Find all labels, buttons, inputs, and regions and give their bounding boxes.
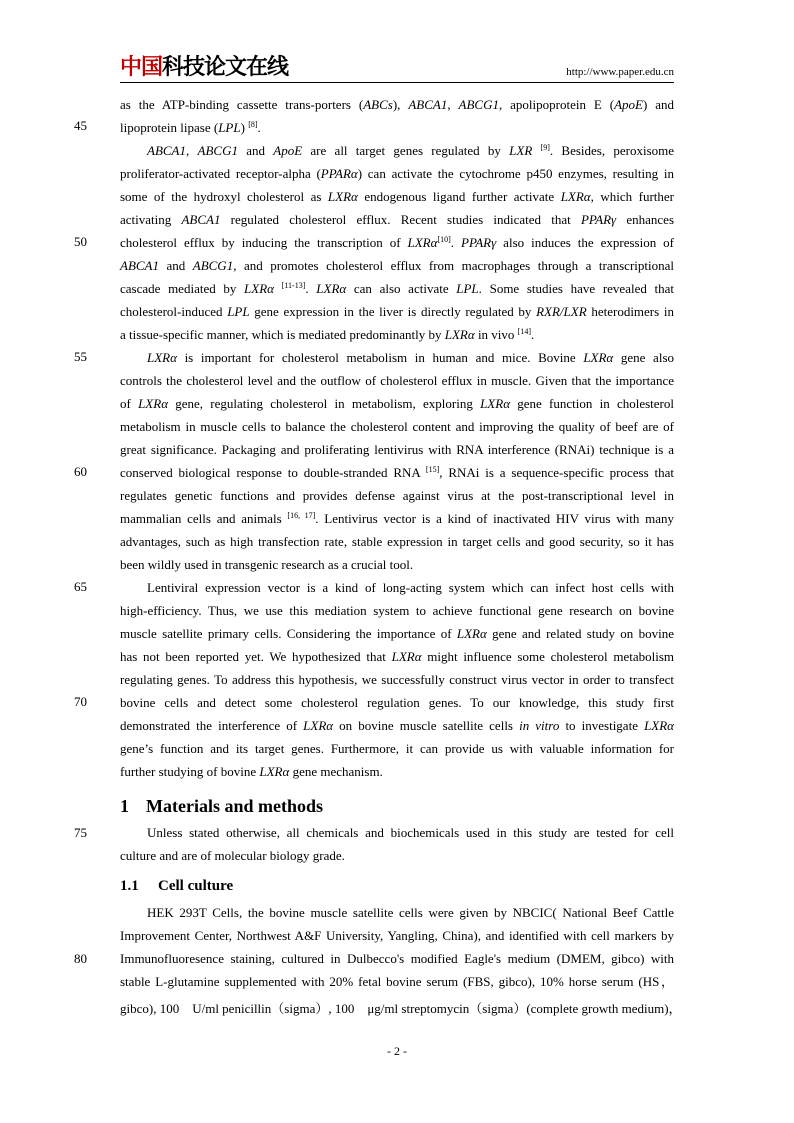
citation[interactable]: [11-13] <box>281 281 306 290</box>
body-line: cascade mediated by LXRα [11-13]. LXRα can also activate LPL. Some studies have revealed that <box>120 281 675 296</box>
body-line: regulates genetic functions and provides defense against virus at the post-transcriptional level in <box>120 488 674 503</box>
citation[interactable]: [15] <box>425 465 440 474</box>
body-line: great significance. Packaging and proliferating lentivirus with RNA interference (RNAi) technique is a <box>120 442 674 457</box>
line-number: 55 <box>74 349 87 364</box>
body-line: ABCA1 and ABCG1, and promotes cholesterol efflux from macrophages through a transcriptional <box>120 258 674 273</box>
body-line: muscle satellite primary cells. Considering the importance of LXRα gene and related study on bovine <box>120 626 674 641</box>
line-number: 75 <box>74 825 87 840</box>
body-line: Unless stated otherwise, all chemicals and biochemicals used in this study are tested for cell <box>147 825 674 840</box>
body-line: regulating genes. To address this hypothesis, we successfully construct virus vector in order to transfect <box>120 672 674 687</box>
line-number: 50 <box>74 234 87 249</box>
body-line: bovine cells and detect some cholesterol regulation genes. To our knowledge, this study first <box>120 695 674 710</box>
page-number: - 2 - <box>387 1044 407 1058</box>
citation[interactable]: [8] <box>248 120 258 129</box>
body-line: advantages, such as high transfection rate, stable expression in target cells and good security, so it has <box>120 534 674 549</box>
body-line: high-efficiency. Thus, we use this mediation system to achieve functional gene research on bovine <box>120 603 674 618</box>
citation[interactable]: [10] <box>437 235 451 244</box>
subsection-heading <box>120 878 233 895</box>
site-logo <box>120 56 288 80</box>
body-line: gibco), 100 U/ml penicillin（sigma）, 100 μg/ml streptomycin（sigma）(complete growth medium)， <box>120 1001 682 1016</box>
line-number: 80 <box>74 951 87 966</box>
body-line: lipoprotein lipase (LPL) [8]. <box>120 120 261 135</box>
body-line: conserved biological response to double-stranded RNA [15], RNAi is a sequence-specific process that <box>120 465 674 480</box>
citation[interactable]: [9] <box>540 143 550 152</box>
body-line: Lentiviral expression vector is a kind of long-acting system which can infect host cells with <box>147 580 674 595</box>
logo-red-text: 中国 <box>120 55 163 80</box>
body-line: has not been reported yet. We hypothesized that LXRα might influence some cholesterol metabolism <box>120 649 674 664</box>
body-line: Improvement Center, Northwest A&F University, Yangling, China), and identified with cell markers by <box>120 928 674 943</box>
header-url[interactable]: http://www.paper.edu.cn <box>566 66 674 78</box>
citation[interactable]: [14] <box>517 327 531 336</box>
line-number: 60 <box>74 464 87 479</box>
subsection-number: 1.1 <box>120 878 139 894</box>
body-line: metabolism in muscle cells to balance the cholesterol content and improving the quality of beef are of <box>120 419 674 434</box>
line-number: 70 <box>74 694 87 709</box>
body-line: been wildly used in transgenic research as a crucial tool. <box>120 557 414 572</box>
body-line: a tissue-specific manner, which is mediated predominantly by LXRα in vivo [14]. <box>120 327 535 342</box>
body-line: LXRα is important for cholesterol metabolism in human and mice. Bovine LXRα gene also <box>147 350 674 365</box>
body-line: further studying of bovine LXRα gene mechanism. <box>120 764 383 779</box>
section-heading <box>120 796 323 817</box>
body-line: of LXRα gene, regulating cholesterol in metabolism, exploring LXRα gene function in cholesterol <box>120 396 674 411</box>
body-line: demonstrated the interference of LXRα on bovine muscle satellite cells in vitro to investigate LXRα <box>120 718 674 733</box>
body-line: ABCA1, ABCG1 and ApoE are all target genes regulated by LXR [9]. Besides, peroxisome <box>147 143 675 158</box>
body-line: Immunofluoresence staining, cultured in Dulbecco's modified Eagle's medium (DMEM, gibco) with <box>120 951 674 966</box>
body-line: cholesterol-induced LPL gene expression in the liver is directly regulated by RXR/LXR heterodimers in <box>120 304 674 319</box>
citation[interactable]: [16, 17] <box>287 511 316 520</box>
body-line: some of the hydroxyl cholesterol as LXRα endogenous ligand further activate LXRα, which further <box>120 189 674 204</box>
line-number: 65 <box>74 579 87 594</box>
line-number: 45 <box>74 118 87 133</box>
logo-text: 科技论文在线 <box>162 55 289 80</box>
body-line: cholesterol efflux by inducing the transcription of LXRα[10]. PPARγ also induces the expression of <box>120 235 675 250</box>
section-number: 1 <box>120 796 129 816</box>
body-line: gene’s function and its target genes. Furthermore, it can provide us with valuable information for <box>120 741 674 756</box>
body-line: as the ATP-binding cassette trans-porters (ABCs), ABCA1, ABCG1, apolipoprotein E (ApoE) and <box>120 97 674 112</box>
body-line: stable L-glutamine supplemented with 20% fetal bovine serum (FBS, gibco), 10% horse serum (HS， <box>120 974 674 989</box>
page-header <box>120 56 674 83</box>
section-title: Materials and methods <box>146 796 323 816</box>
body-line: HEK 293T Cells, the bovine muscle satellite cells were given by NBCIC( National Beef Cattle <box>147 905 674 920</box>
body-line: controls the cholesterol level and the outflow of cholesterol efflux in muscle. Given that the importance <box>120 373 674 388</box>
body-line: mammalian cells and animals [16, 17]. Lentivirus vector is a kind of inactivated HIV virus with many <box>120 511 674 526</box>
subsection-title: Cell culture <box>158 878 234 894</box>
body-line: culture and are of molecular biology grade. <box>120 848 345 863</box>
body-line: activating ABCA1 regulated cholesterol efflux. Recent studies indicated that PPARγ enhances <box>120 212 675 227</box>
body-line: proliferator-activated receptor-alpha (PPARα) can activate the cytochrome p450 enzymes, resulting in <box>120 166 674 181</box>
